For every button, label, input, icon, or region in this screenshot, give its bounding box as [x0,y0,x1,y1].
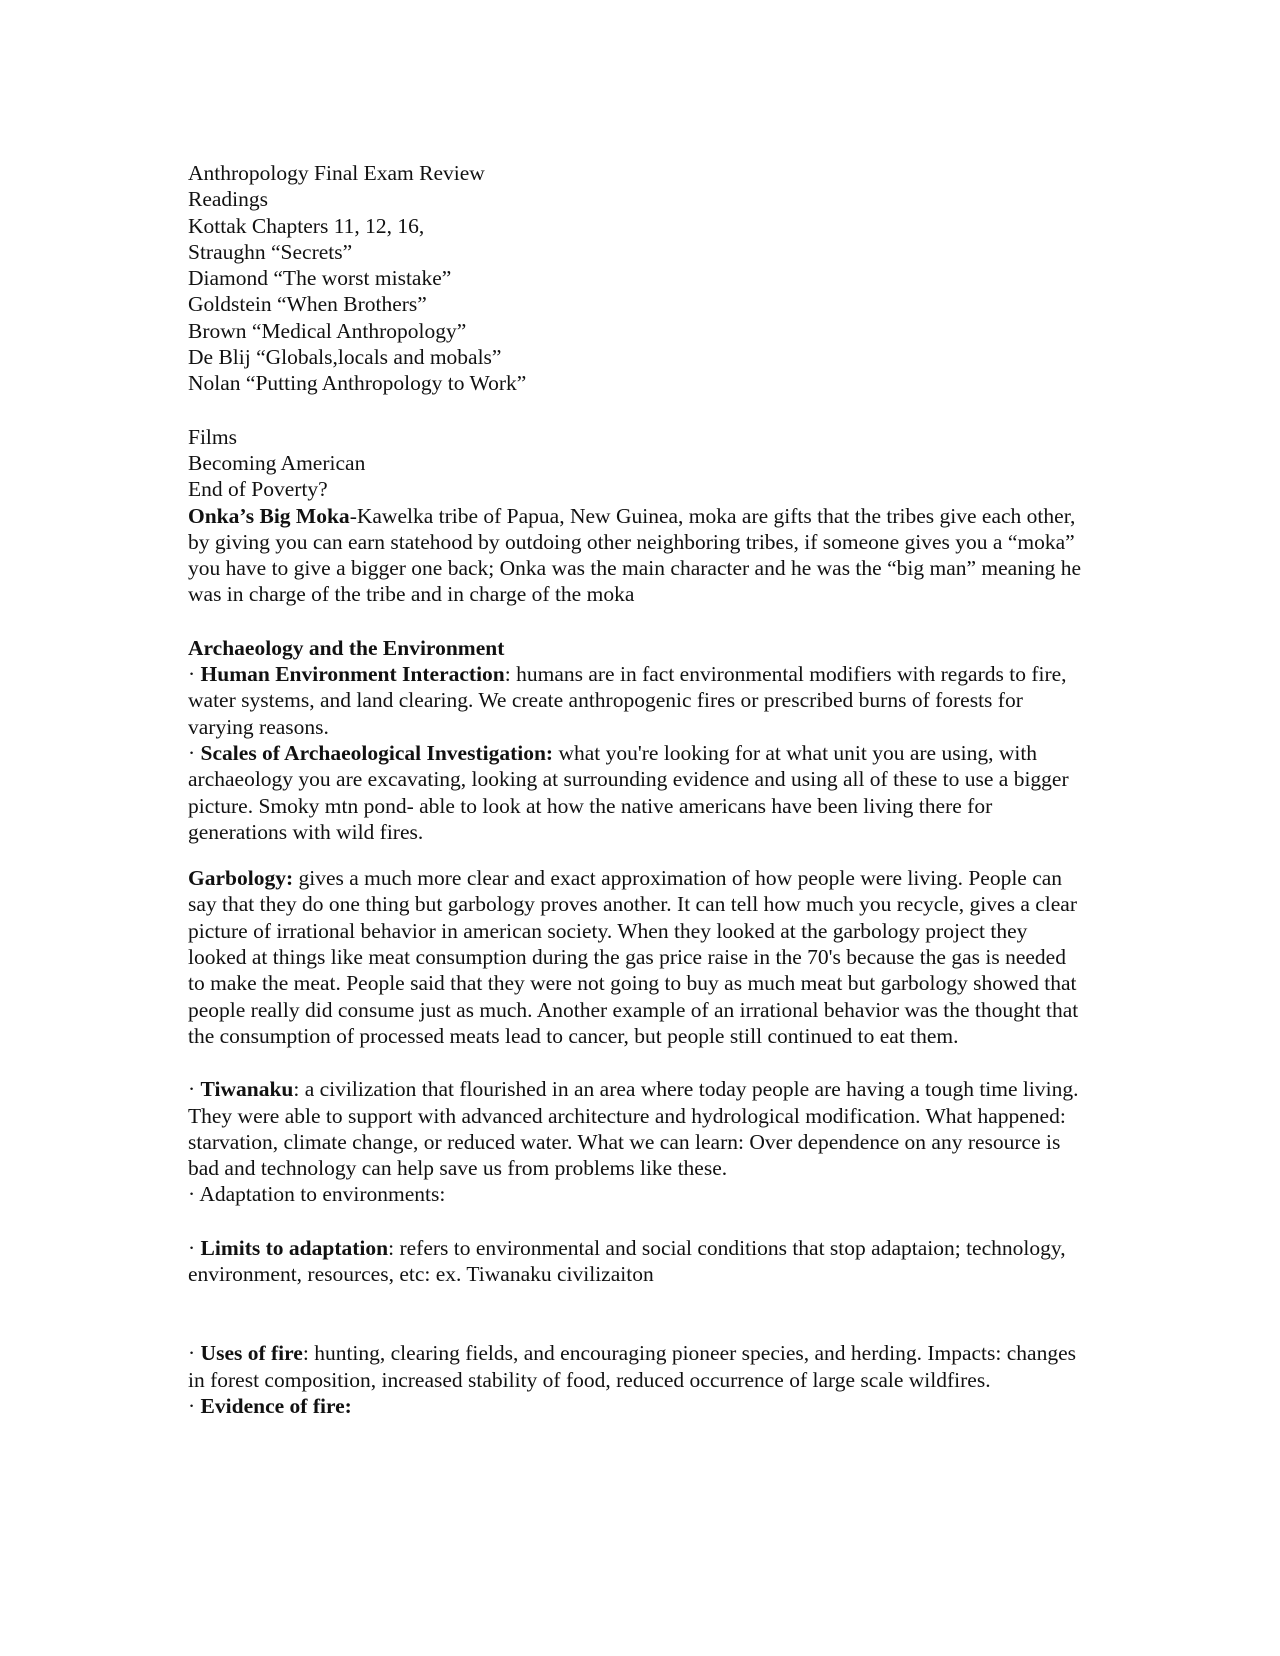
spacer [188,397,1088,424]
spacer [188,1049,1088,1076]
tiwanaku-term: Tiwanaku [200,1077,294,1102]
reading-item: Diamond “The worst mistake” [188,266,452,291]
onka-paragraph [188,503,1088,608]
limits-term: Limits to adaptation [200,1235,389,1260]
tiwanaku-paragraph [188,1076,1088,1181]
spacer [188,608,1088,635]
document-title: Anthropology Final Exam Review [188,161,485,185]
adaptation-item: · Adaptation to environments: [188,1182,446,1207]
human-environment-paragraph [188,661,1088,740]
films-heading: Films [188,424,237,449]
readings-heading: Readings [188,187,269,212]
bullet: · [188,1077,201,1102]
human-environment-text: : humans are in fact environmental modifiers with regards to fire, water systems, and land clearing. We create anthropogenic fires or prescribed burns of forests for varying reasons. [188,662,1067,739]
bullet: · [188,662,201,687]
film-item: End of Poverty? [188,477,328,502]
garbology-paragraph [188,865,1088,1049]
reading-item: Kottak Chapters 11, 12, 16, [188,213,425,238]
reading-item: Straughn “Secrets” [188,239,353,264]
films-section [188,424,1088,608]
scales-term: Scales of Archaeological Investigation: [200,740,554,765]
document-page [188,160,1088,1419]
reading-item: Brown “Medical Anthropology” [188,318,467,343]
bullet: · [188,1393,201,1418]
fire-uses-term: Uses of fire [200,1341,303,1366]
reading-item: Goldstein “When Brothers” [188,292,427,317]
fire-evidence-paragraph [188,1393,1088,1419]
spacer [188,1287,1088,1340]
reading-item: Nolan “Putting Anthropology to Work” [188,371,527,396]
scales-paragraph [188,740,1088,845]
fire-uses-text: : hunting, clearing fields, and encouraging pioneer species, and herding. Impacts: changes in forest composition, increased stability of food, reduced occurrence of large scale wildfires. [188,1341,1076,1392]
bullet: · [188,740,201,765]
bullet: · [188,1341,201,1366]
archaeology-heading: Archaeology and the Environment [188,635,505,660]
scales-text: what you're looking for at what unit you are using, with archaeology you are excavating, looking at surrounding evidence and using all of these to use a bigger picture. Smoky mtn pond- able to look at how the native americans have been living there for generations with wild fires. [188,740,1069,844]
tiwanaku-text: : a civilization that flourished in an area where today people are having a tough time living. They were able to support with advanced architecture and hydrological modification. What happened: starvation, climate change, or reduced water. What we can learn: Over dependence on any resource is bad and technology can help save us from problems like these. [188,1077,1079,1181]
onka-term: Onka’s Big Moka [188,503,350,528]
spacer [188,845,1088,865]
onka-text: -Kawelka tribe of Papua, New Guinea, moka are gifts that the tribes give each other, by giving you can earn statehood by outdoing other neighboring tribes, if someone gives you a “moka” you have to give a bigger one back; Onka was the main character and he was the “big man” meaning he was in charge of the tribe and in charge of the moka [188,503,1082,607]
fire-evidence-term: Evidence of fire: [200,1393,352,1418]
limits-text: : refers to environmental and social conditions that stop adaptaion; technology, environment, resources, etc: ex. Tiwanaku civilizaiton [188,1235,1066,1286]
bullet: · [188,1235,201,1260]
readings-section [188,186,1088,396]
archaeology-section [188,635,1088,1419]
reading-item: De Blij “Globals,locals and mobals” [188,345,502,370]
garbology-term: Garbology: [188,866,294,891]
spacer [188,1208,1088,1235]
fire-uses-paragraph [188,1340,1088,1393]
limits-paragraph [188,1235,1088,1288]
film-item: Becoming American [188,450,366,475]
human-environment-term: Human Environment Interaction [200,662,505,687]
garbology-text: gives a much more clear and exact approximation of how people were living. People can say that they do one thing but garbology proves another. It can tell how much you recycle, gives a clear picture of irrational behavior in american society. When they looked at the garbology project they looked at things like meat consumption during the gas price raise in the 70's because the gas is needed to make the meat. People said that they were not going to buy as much meat but garbology showed that people really did consume just as much. Another example of an irrational behavior was the thought that the consumption of processed meats lead to cancer, but people still continued to eat them. [188,866,1079,1048]
